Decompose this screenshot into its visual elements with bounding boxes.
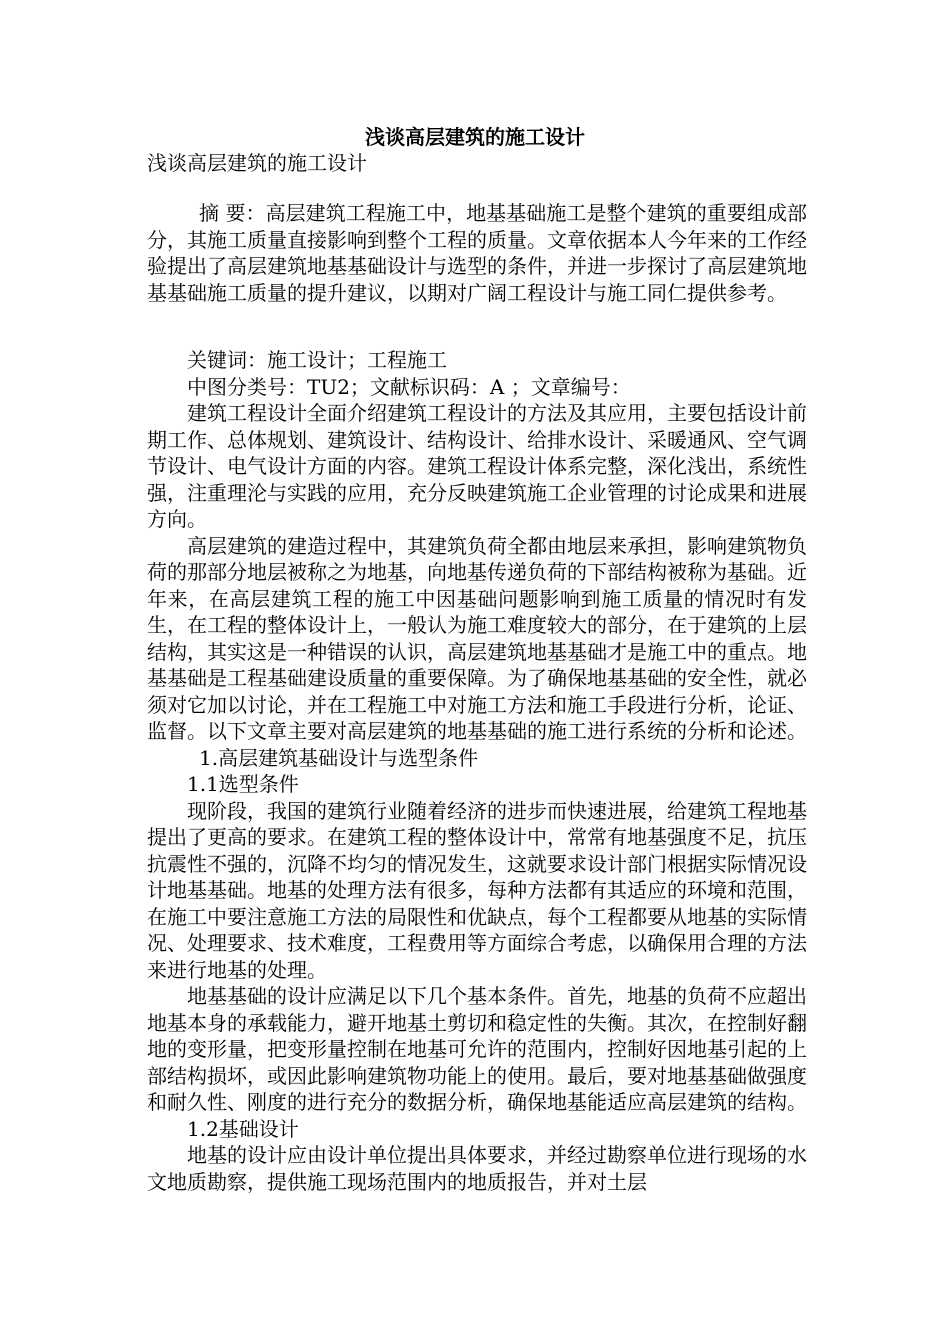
body-paragraph-5: 地基的设计应由设计单位提出具体要求，并经过勘察单位进行现场的水文地质勘察，提供施工现场范围内的地质报告，并对土层 — [147, 1143, 807, 1194]
abstract-block — [147, 200, 807, 306]
document-subtitle: 浅谈高层建筑的施工设计 — [147, 151, 367, 175]
classification-line: 中图分类号：TU2；文献标识码：A ；文章编号： — [187, 374, 631, 399]
body-paragraph-3: 现阶段，我国的建筑行业随着经济的进步而快速进展，给建筑工程地基提出了更高的要求。在建筑工程的整体设计中，常常有地基强度不足，抗压抗震性不强的，沉降不均匀的情况发生，这就要求设计部门根据实际情况设计地基基础。地基的处理方法有很多，每种方法都有其适应的环境和范围，在施工中要注意施工方法的局限性和优缺点，每个工程都要从地基的实际情况、处理要求、技术难度，工程费用等方面综合考虑，以确保用合理的方法来进行地基的处理。 — [147, 798, 807, 982]
keywords-line: 关键词：施工设计；工程施工 — [187, 348, 447, 372]
body-paragraph-2: 高层建筑的建造过程中，其建筑负荷全都由地层来承担，影响建筑物负荷的那部分地层被称之为地基，向地基传递负荷的下部结构被称为基础。近年来，在高层建筑工程的施工中因基础问题影响到施工质量的情况时有发生，在工程的整体设计上，一般认为施工难度较大的部分，在于建筑的上层结构，其实这是一种错误的认识，高层建筑地基基础才是施工中的重点。地基基础是工程基础建设质量的重要保障。为了确保地基基础的安全性，就必须对它加以讨论，并在工程施工中对施工方法和施工手段进行分析，论证、监督。以下文章主要对高层建筑的地基基础的施工进行系统的分析和论述。 — [147, 533, 807, 743]
section-heading-1-2: 1.2基础设计 — [187, 1116, 299, 1141]
body-paragraph-1: 建筑工程设计全面介绍建筑工程设计的方法及其应用，主要包括设计前期工作、总体规划、建筑设计、结构设计、给排水设计、采暖通风、空气调节设计、电气设计方面的内容。建筑工程设计体系完整，深化浅出，系统性强，注重理沦与实践的应用，充分反映建筑施工企业管理的讨论成果和进展方向。 — [147, 401, 807, 531]
body-paragraph-4: 地基基础的设计应满足以下几个基本条件。首先，地基的负荷不应超出地基本身的承载能力，避开地基土剪切和稳定性的失衡。其次，在控制好翻地的变形量，把变形量控制在地基可允许的范围内，控制好因地基引起的上部结构损坏，或因此影响建筑物功能上的使用。最后，要对地基基础做强度和耐久性、刚度的进行充分的数据分析，确保地基能适应高层建筑的结构。 — [147, 984, 807, 1114]
abstract-paragraph: 摘 要：高层建筑工程施工中，地基基础施工是整个建筑的重要组成部分，其施工质量直接影响到整个工程的质量。文章依据本人今年来的工作经验提出了高层建筑地基基础设计与选型的条件，并进一步探讨了高层建筑地基基础施工质量的提升建议，以期对广阔工程设计与施工同仁提供参考。 — [147, 201, 807, 305]
section-heading-1: 1.高层建筑基础设计与选型条件 — [199, 745, 479, 770]
section-heading-1-1: 1.1选型条件 — [187, 772, 299, 796]
main-body — [147, 347, 807, 1195]
document-title: 浅谈高层建筑的施工设计 — [365, 125, 585, 149]
